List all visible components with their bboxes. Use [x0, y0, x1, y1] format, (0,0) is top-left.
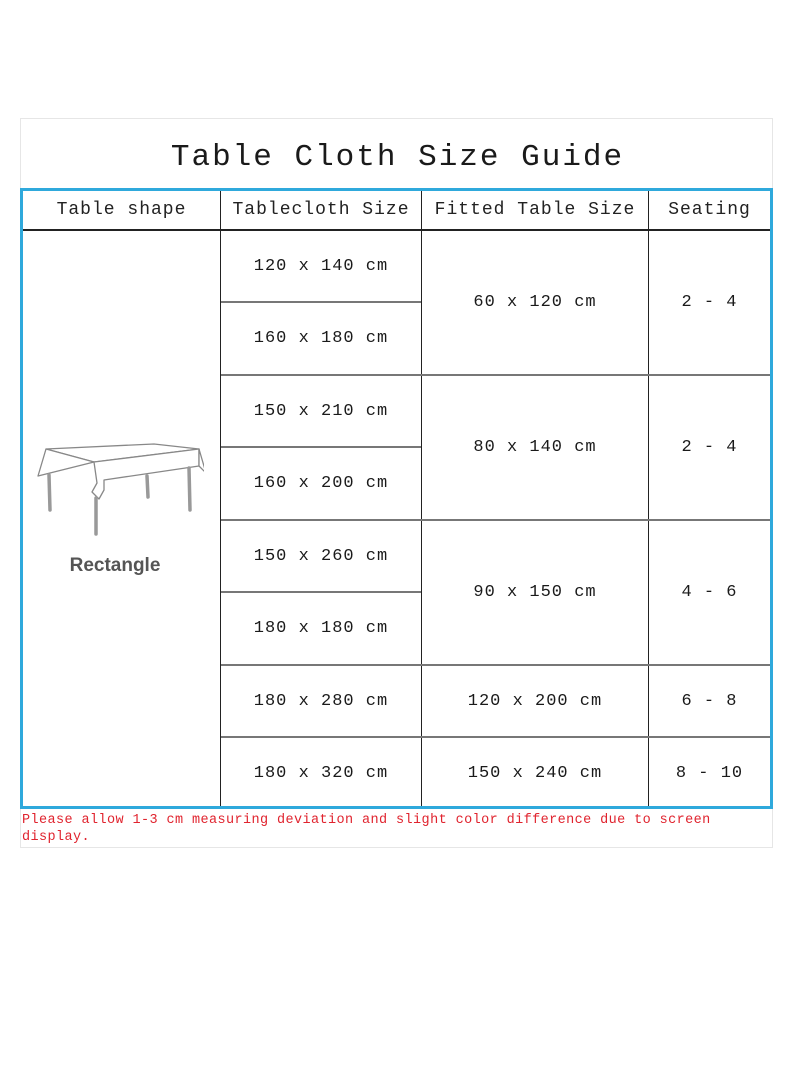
fitted-size-cell: 120 x 200 cm	[467, 691, 603, 711]
seating-cell: 6 - 8	[681, 691, 738, 711]
page-title: Table Cloth Size Guide	[170, 140, 625, 175]
header-seating: Seating	[668, 200, 751, 220]
tablecloth-size-cell: 120 x 140 cm	[253, 256, 389, 276]
measurement-disclaimer: Please allow 1-3 cm measuring deviation and slight color difference due to screen display.	[22, 813, 711, 845]
fitted-size-cell: 80 x 140 cm	[473, 438, 597, 457]
header-table-shape: Table shape	[56, 200, 187, 220]
tablecloth-size-cell: 160 x 180 cm	[253, 329, 389, 348]
header-tablecloth-size: Tablecloth Size	[232, 200, 410, 220]
fitted-size-cell: 90 x 150 cm	[473, 583, 597, 602]
seating-cell: 8 - 10	[675, 763, 744, 783]
seating-cell: 2 - 4	[681, 293, 738, 312]
tablecloth-size-cell: 150 x 210 cm	[253, 401, 389, 421]
table-shape-label: Rectangle	[69, 555, 161, 576]
header-fitted-table-size: Fitted Table Size	[434, 200, 636, 220]
fitted-size-cell: 60 x 120 cm	[473, 293, 597, 312]
rectangle-table-icon	[34, 440, 204, 540]
seating-cell: 4 - 6	[681, 583, 738, 602]
tablecloth-size-cell: 180 x 280 cm	[253, 691, 389, 711]
tablecloth-size-cell: 180 x 180 cm	[253, 619, 389, 638]
tablecloth-size-cell: 160 x 200 cm	[253, 474, 389, 493]
tablecloth-size-cell: 150 x 260 cm	[253, 546, 389, 566]
tablecloth-size-cell: 180 x 320 cm	[253, 763, 389, 783]
fitted-size-cell: 150 x 240 cm	[467, 763, 603, 783]
seating-cell: 2 - 4	[681, 438, 738, 457]
